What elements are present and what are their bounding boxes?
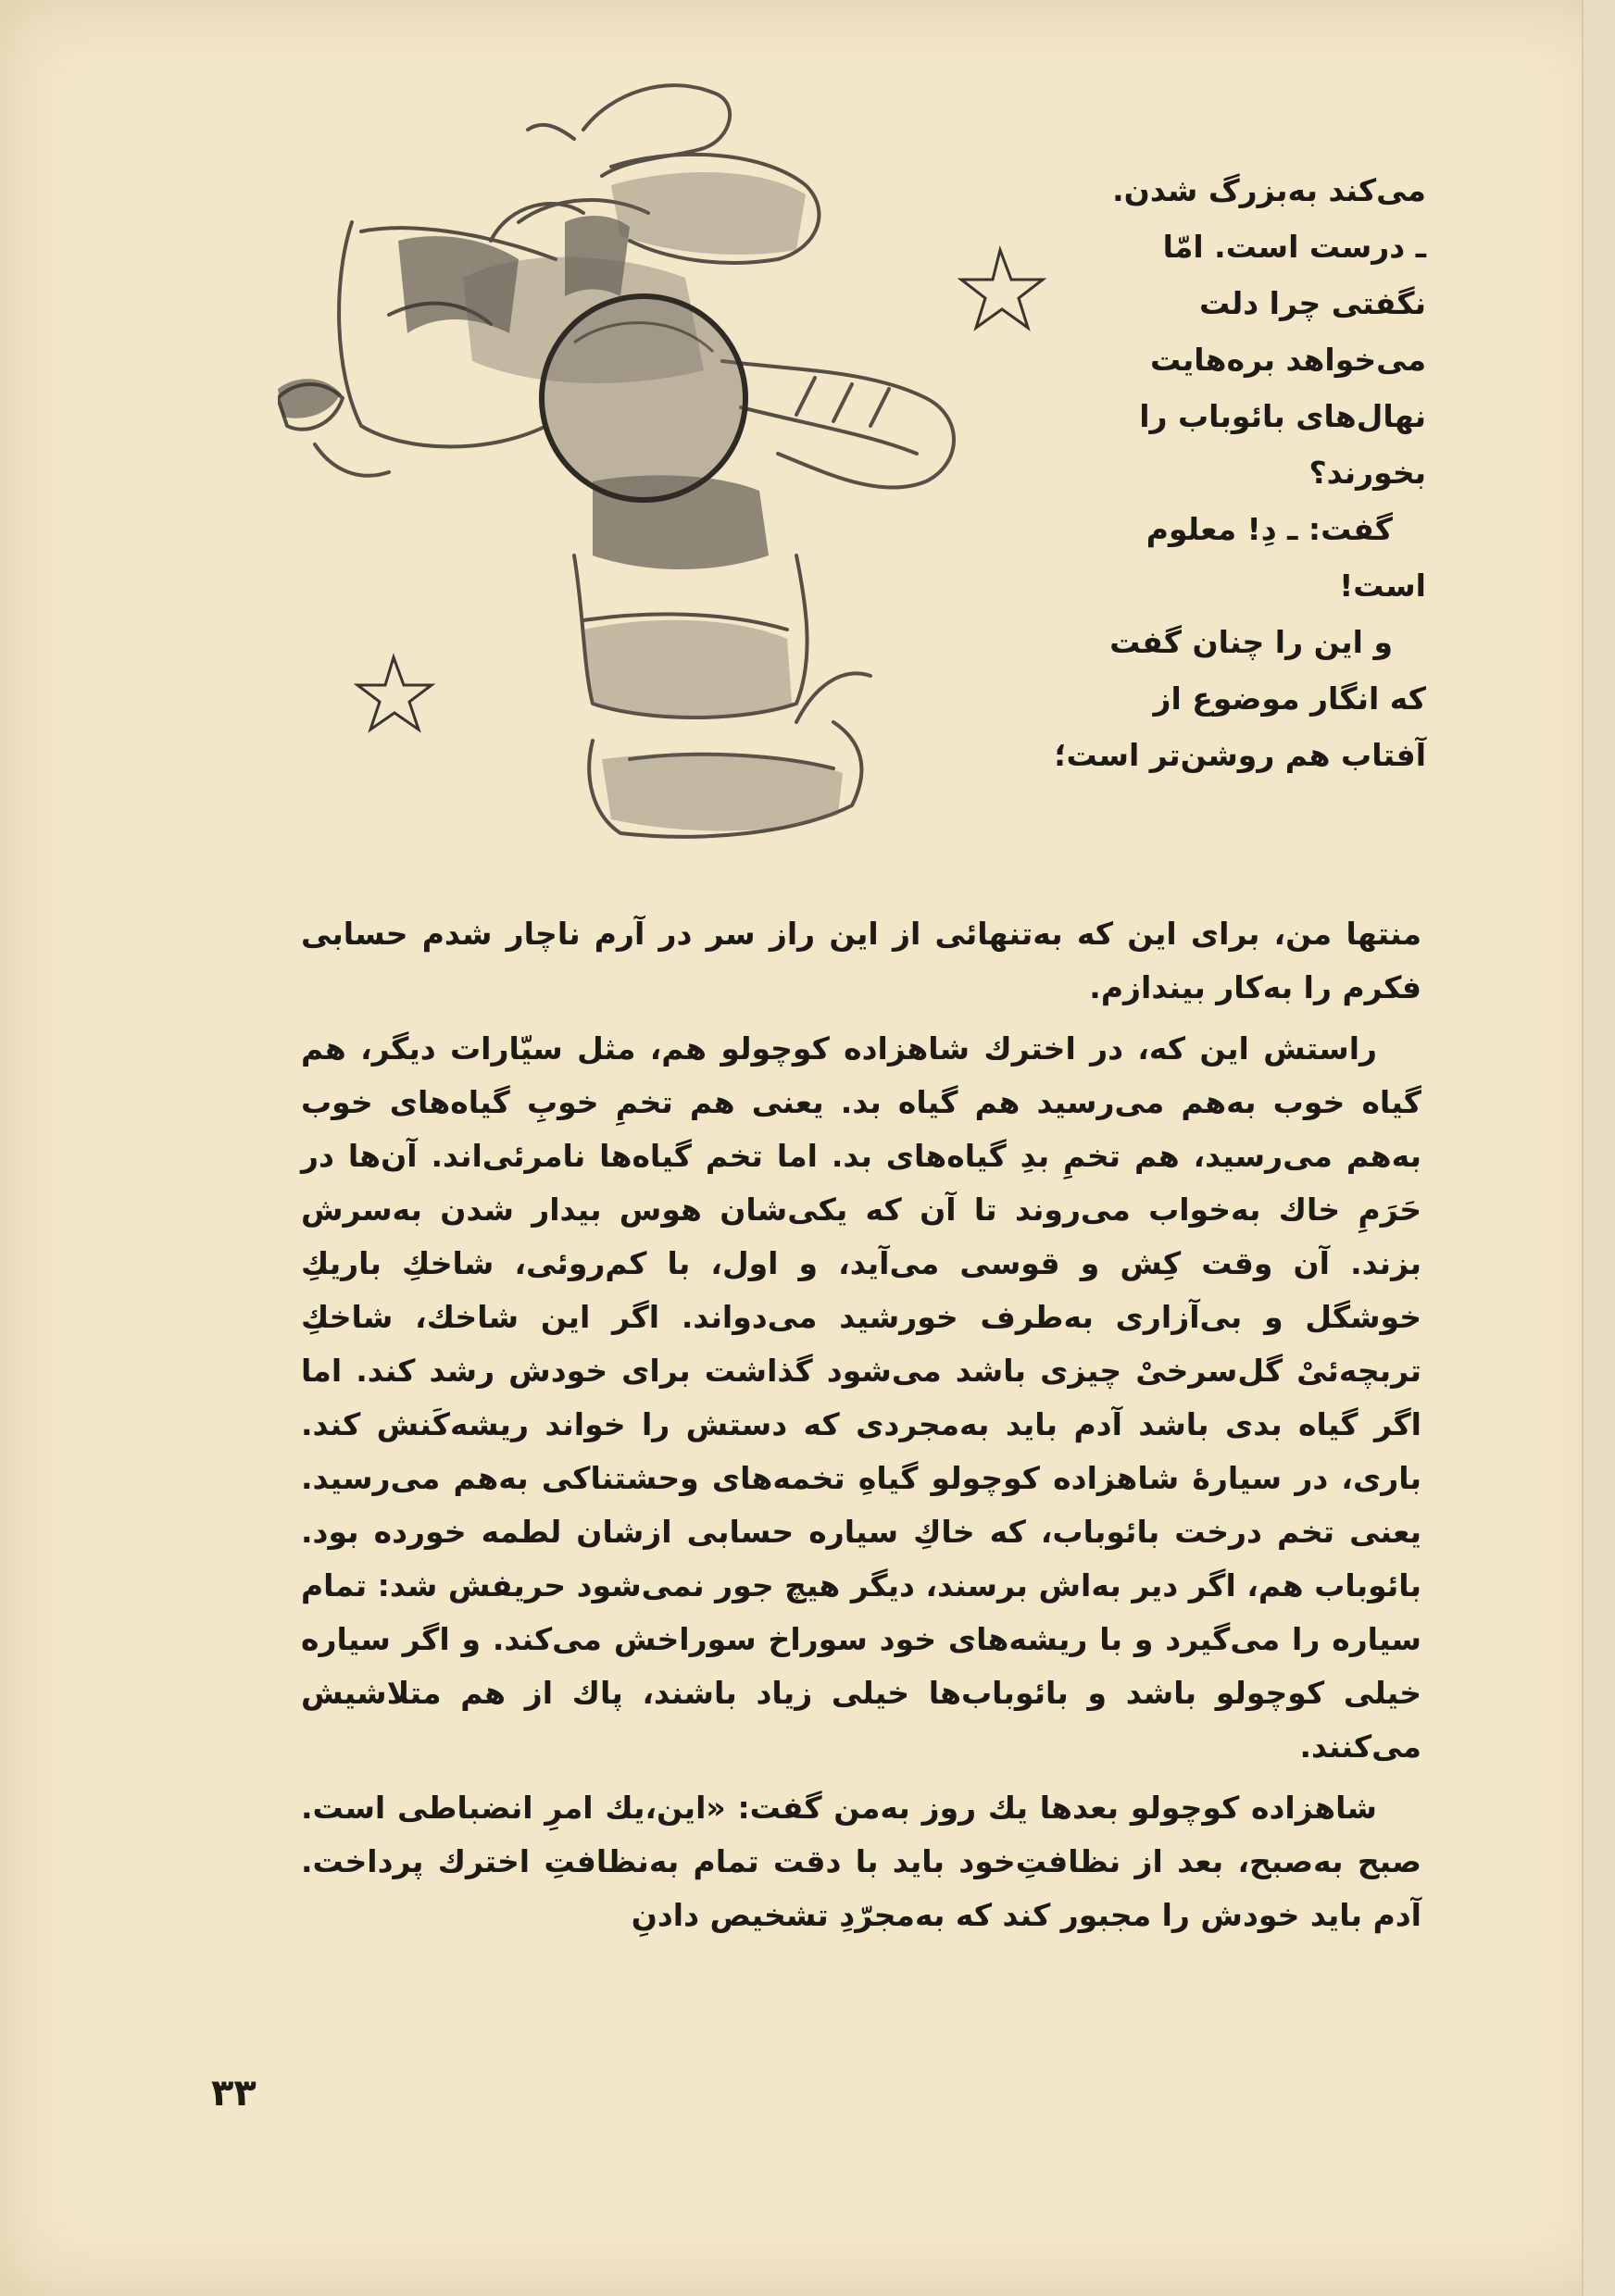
page-edge	[1582, 0, 1615, 2296]
caption-line: آفتاب هم روشن‌تر است؛	[1054, 737, 1426, 773]
caption-line: است!	[1339, 568, 1426, 604]
paragraph: شاهزاده کوچولو بعدها یك روز به‌من گفت: «این،یك امرِ انضباطی است. صبح به‌صبح، بعد از نظافتِ‌خود باید با دقت تمام به‌نظافتِ اخترك پرداخت. آدم باید خودش را مجبور کند که به‌مجرّدِ تشخیص دادنِ	[301, 1790, 1421, 1933]
caption-line: نهال‌های بائوباب را	[1139, 398, 1426, 434]
baobab-illustration	[278, 37, 1046, 842]
page-number: ۳۳	[211, 2072, 257, 2115]
caption-text	[963, 162, 1426, 783]
caption-line: گفت: ـ دِ! معلوم	[1146, 511, 1393, 547]
caption-line: بخورند؟	[1308, 455, 1426, 491]
body-text	[301, 907, 1421, 1950]
caption-line: که انگار موضوع از	[1153, 680, 1426, 717]
caption-line: ـ درست است. امّا	[1162, 229, 1426, 265]
caption-line: و این را چنان گفت	[1109, 624, 1393, 660]
caption-line: می‌کند به‌بزرگ شدن.	[1112, 172, 1426, 208]
caption-line: می‌خواهد بره‌هایت	[1149, 342, 1426, 378]
caption-line: نگفتی چرا دلت	[1198, 285, 1426, 321]
paragraph: منتها من، برای این که به‌تنهائی از این راز سر در آرم ناچار شدم حسابی فکرم را به‌کار بیندازم.	[301, 916, 1421, 1005]
paragraph: راستش این که، در اخترك شاهزاده کوچولو هم، مثل سیّارات دیگر، هم گیاه خوب به‌هم می‌رسید هم گیاه بد. یعنی هم تخمِ خوبِ گیاه‌های خوب به‌هم می‌رسید، هم تخمِ بدِ گیاه‌های بد. اما تخم گیاه‌ها نامرئی‌اند. آن‌ها در حَرَمِ خاك به‌خواب می‌روند تا آن که یکی‌شان هوس بیدار شدن به‌سرش بزند. آن وقت کِش و قوسی می‌آید، و اول، با کم‌روئی، شاخكِ باریكِ خوشگل و بی‌آزاری به‌طرف خورشید می‌دواند. اگر این شاخك، شاخكِ تربچه‌ئیْ گل‌سرخیْ چیزی باشد می‌شود گذاشت برای خودش رشد کند. اما اگر گیاه بدی باشد آدم باید به‌مجردی که دستش را خواند ریشه‌کَنش کند. باری، در سیارهٔ شاهزاده کوچولو گیاهِ تخمه‌های وحشتناکی به‌هم می‌رسید. یعنی تخم درخت بائوباب، که خاكِ سیاره حسابی ازشان لطمه خورده بود. بائوباب هم، اگر دیر به‌اش برسند، دیگر هیچ جور نمی‌شود حریفش شد: تمام سیاره را می‌گیرد و با ریشه‌های خود سوراخ سوراخش می‌کند. و اگر سیاره خیلی کوچولو باشد و بائوباب‌ها خیلی زیاد باشند، پاك از هم متلاشیش می‌کنند.	[301, 1030, 1421, 1765]
